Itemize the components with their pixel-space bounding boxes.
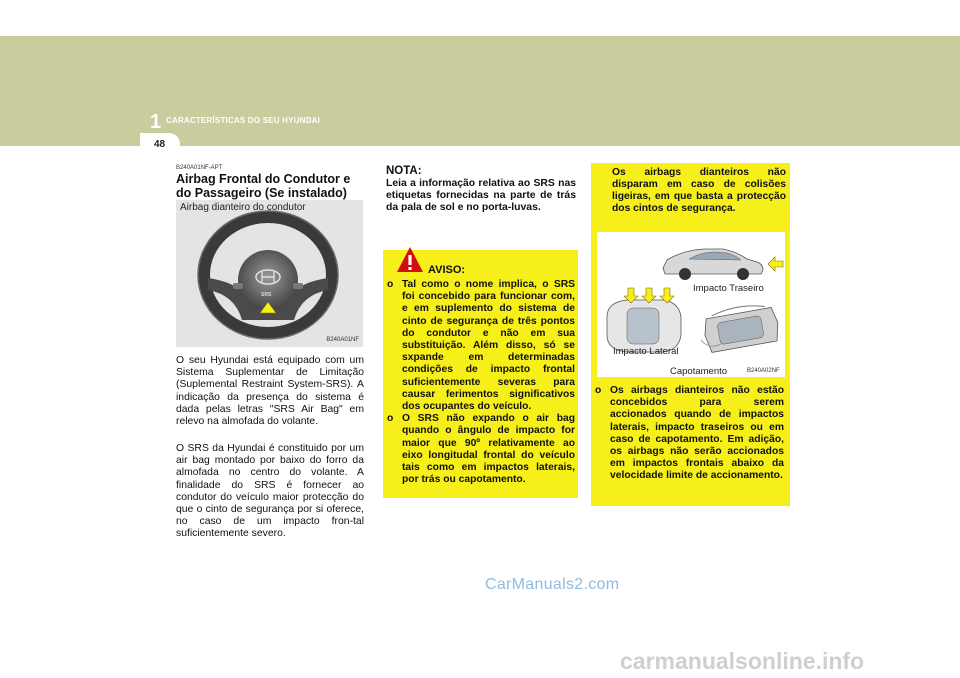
footer-site-link[interactable]: carmanualsonline.info <box>620 648 865 674</box>
bullet-marker: o <box>387 279 394 290</box>
chapter-title: CARACTERÍSTICAS DO SEU HYUNDAI <box>166 116 321 125</box>
figure-caption: Airbag dianteiro do condutor <box>180 202 306 213</box>
list-item <box>386 279 575 413</box>
rear-impact-label: Impacto Traseiro <box>693 283 764 294</box>
section-code: B240A01NF-APT <box>176 165 223 171</box>
warning-list <box>386 279 575 486</box>
note-text: Leia a informação relativa ao SRS nas etiquetas fornecidas na parte de trás da pala de sol e no porta-luvas. <box>386 178 576 213</box>
srs-badge: SRS <box>261 292 272 298</box>
figure-code: B240A01NF <box>326 337 359 343</box>
rollover-label: Capotamento <box>670 366 728 377</box>
paragraph-2: O SRS da Hyundai é constituido por um air bag montado por baixo do forro da almofada no centro do volante. A finalidade do SRS é fornecer ao condutor do veículo maior protecção do que o cinto de segurança por si oferece, no caso de um impacto fron-tal suficientemente severo. <box>176 443 364 540</box>
section-title: Airbag Frontal do Condutor e do Passageiro (Se instalado) <box>176 172 351 200</box>
page-number: 48 <box>154 139 166 150</box>
steering-wheel-illustration <box>176 200 363 347</box>
bullet-marker: o <box>387 413 394 425</box>
list-item-text: O SRS não expando o air bag quando o ângulo de impacto for maior que 90º relativamente ao eixo longitudal frontal do veículo tais como em impactos laterais, por trás ou capotamento. <box>402 413 575 486</box>
warning-title: AVISO: <box>428 264 466 276</box>
chapter-number: 1 <box>150 111 162 133</box>
paragraph-1: O seu Hyundai está equipado com um Sistema Suplementar de Limitação (Suplemental Restraint System-SRS). A indicação da presença do sistema é dada pelas letras "SRS Air Bag" em relevo na almofada do volante. <box>176 355 364 428</box>
figure-code: B240A02NF <box>747 368 780 374</box>
watermark-link[interactable]: CarManuals2.com <box>485 576 620 593</box>
airbag-list <box>594 385 784 483</box>
header-band <box>0 36 960 146</box>
list-item <box>594 385 784 483</box>
list-item-text: Tal como o nome implica, o SRS foi concebido para funcionar com, e em suplemento do sistema de cinto de segurança de três pontos do condutor e não em sua substituição. Além disso, só se sxpande em determinadas condições de impacto frontal suficientemente severas para causar ferimentos significativos dos ocupantes do veículo. <box>402 279 575 413</box>
steering-wheel-figure <box>176 200 363 347</box>
warning-exclamation-icon <box>396 246 424 274</box>
list-item <box>386 413 575 486</box>
note-title: NOTA: <box>386 165 422 177</box>
list-item-text: Os airbags dianteiros não estão concebidos para serem accionados quando de impactos laterais, impacto traseiros ou em caso de capotamento. Em adição, os airbags não serão accionados em impactos frontais abaixo da velocidade limite de accionamento. <box>610 385 784 482</box>
bullet-marker: o <box>595 385 602 396</box>
side-impact-label: Impacto Lateral <box>613 346 679 357</box>
impact-types-figure <box>597 232 785 377</box>
airbag-intro-text: Os airbags dianteiros não disparam em caso de colisões ligeiras, em que basta a protecção dos cintos de segurança. <box>612 167 786 214</box>
